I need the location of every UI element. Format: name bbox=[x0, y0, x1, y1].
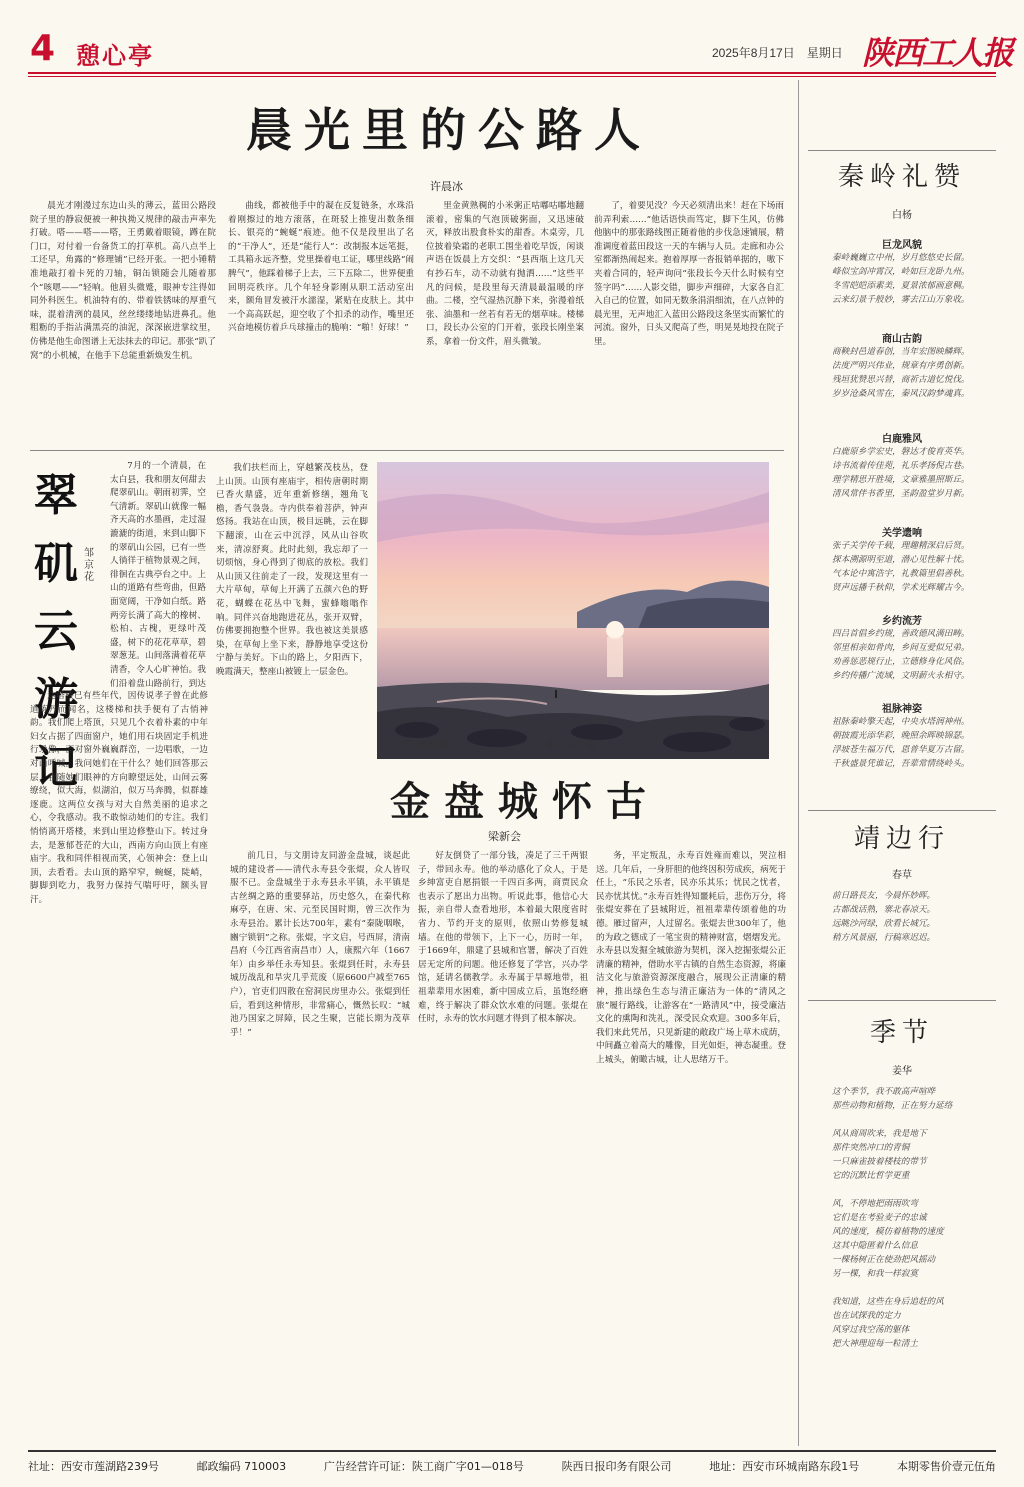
sidebar-rule bbox=[808, 810, 996, 811]
poem-line: 邻里相亲如骨肉，乡间互爱似兄弟。 bbox=[832, 643, 970, 653]
main-article-column-3 bbox=[426, 200, 584, 444]
poem-line: 风从商周吹来，我是地下 bbox=[832, 1129, 927, 1139]
header-rule bbox=[28, 72, 996, 74]
photo-title: 日出东海 bbox=[404, 740, 452, 751]
poem-line: 远眺沙河绿，欣看长城冗。 bbox=[832, 919, 936, 929]
main-article-column-1 bbox=[30, 200, 216, 444]
photo-credit: 翟芸言 摄 bbox=[546, 740, 596, 751]
paragraph: 这塔楼已有些年代，因传说孝子曾在此修道炼丹而闻名，这楼梯和扶手便有了古悄神韵。我们爬上塔顶，只见几个衣着朴素的中年妇女占据了四面窗户，她们用石块固定手机进行录像，面对窗外巍巍群峦，一边唱歌，一边对山呼喊。我问她们在干什么？她们回答那云层，我随她们眼神的方向瞭望远处，山间云雾缭绕，似大海，似湖泊，似万马奔腾，似群雄逐鹿。这两位女孩与对大自然美丽的追求之心，令我感动。我不敢惊动她们的专注。我们悄悄离开塔楼，来到山里边修整山下。转过身去，是葱郁苍茫的大山，西南方向山顶上有座庙宇。我和同伴相视而笑，心领神会：登上山顶，去看看。去山顶的路窄窄，蜿蜒，陡峭，脚脚到吃力，我努力保持气喘吁吁，额头冒汗。 bbox=[30, 691, 208, 905]
poem-line: 气本论中寓浩宇，礼教篇里倡善秋。 bbox=[832, 569, 970, 579]
footer-printer-address: 地址：西安市环城南路东段1号 bbox=[709, 1460, 860, 1473]
travel-article-author: 邹京花 bbox=[84, 548, 94, 583]
poem-line: 一棵杨树正在使劲把风摇动 bbox=[832, 1255, 936, 1265]
poem-line: 古都战话熟，寨北春凉天。 bbox=[832, 905, 936, 915]
poem-line: 这其中隐匿着什么信息 bbox=[832, 1241, 918, 1251]
paragraph: 我们扶栏而上，穿越繁茂枝丛，登上山顶。山顶有座庙宇，相传唐朝时期已香火鼎盛，近年重新修缮，翘角飞檐，香气袅袅。寺内供奉着菩萨，钟声悠扬。我站在山顶，极目远眺，云在脚下翻滚，山在云中沉浮，风从山谷吹来，清凉舒爽。此时此刻，我忘却了一切烦恼，身心得到了彻底的放松。我们从山顶又往前走了一段，发现这里有一大片草甸，草甸上开满了五颜六色的野花，蝴蝶在花丛中飞舞，蜜蜂嗡嗡作响。同伴兴奋地跑进花丛，张开双臂，仿佛要拥抱整个世界。我也被这美景感染，在草甸上坐下来，静静地享受这份宁静与美好。下山的路上，夕阳西下，晚霞满天，整座山被镀上一层金色。 bbox=[216, 463, 368, 677]
poem-line: 理学精思开胜境，文章雅墨照斯丘。 bbox=[832, 475, 970, 485]
poem-line: 那件突然冲口的青铜 bbox=[832, 1143, 910, 1153]
poem-line: 把大神理迎每一粒清土 bbox=[832, 1339, 918, 1349]
main-article-column-4 bbox=[594, 200, 784, 444]
stanza-heading: 祖脉神姿 bbox=[882, 704, 922, 715]
stanza-heading: 巨龙风貌 bbox=[882, 240, 922, 251]
poem-line: 贤声远播千秋仰，学术光辉耀古今。 bbox=[832, 583, 970, 593]
poem-line: 风的速度，模仿着植物的速度 bbox=[832, 1227, 944, 1237]
poem-author: 白杨 bbox=[892, 210, 912, 221]
poem-line: 朝披霞光添华彩，晚照余晖映锦瑟。 bbox=[832, 731, 970, 741]
poem-line: 白鹿原乡学宏史，磐达才俊育英华。 bbox=[832, 447, 970, 457]
history-article-column-1 bbox=[230, 850, 410, 1442]
paragraph: 7月的一个清晨，在太白县，我和朋友何甜去爬翠矶山。朝雨初霁，空气清新。翠矶山就像一幅齐天高的水墨画，走过湿漉漉的街道，来到山脚下的翠矶山公园，已有一些人徜徉于植物景观之间，徘徊在古典亭台之中。上山的道路有些弯曲，但路面宽阔，干净如白纸。路两旁长满了高大的橡树、松柏、古槐，更绿叶茂盛，树下的花花草草，碧翠葱茏。山间落满着花草清香，令人心旷神怡。我们沿着盘山路前行，到达 bbox=[110, 461, 206, 688]
poem-line: 也在试探我的定力 bbox=[832, 1311, 901, 1321]
paragraph: 里金黄熟稠的小米粥正咕嘟咕嘟地翻滚着，密集的气泡顶破粥面，又迅速破灭，释放出股食朴实的甜香。木桌旁，几位披着染霜的老职工围坐着吃早饭，闲谈声语在饭晨上方交织：“县西瓶上这几天有抄石车，动不动就有抛洒……”这些平凡的问候，是段里每天清晨最温暖的序曲。二楼，空气湿热沉静下来，弥漫着纸张、油墨和一丝若有若无的烟草味。楼梯口，段长办公室的门开着，张段长刚坐案系，拿着一份文件，眉头微皱。 bbox=[426, 201, 584, 347]
poem-line: 劝善惩恶规行止，立德修身化风俗。 bbox=[832, 657, 970, 667]
poem-line: 它们是在考验麦子的忠诚 bbox=[832, 1213, 927, 1223]
sidebar-divider bbox=[798, 80, 799, 1446]
title-char: 记 bbox=[34, 742, 78, 793]
poem-line: 这个季节，我不敢高声喧哗 bbox=[832, 1087, 936, 1097]
poem-author: 春草 bbox=[892, 870, 912, 881]
header-rule-thin bbox=[28, 76, 996, 77]
masthead-logo: 陕西工人报 bbox=[862, 34, 1013, 72]
stanza-heading: 关学遗响 bbox=[882, 528, 922, 539]
title-char: 矶 bbox=[34, 538, 78, 589]
dateline: 2025年8月17日 星期日 bbox=[712, 46, 843, 60]
footer-postcode: 邮政编码 710003 bbox=[196, 1460, 287, 1473]
main-article-author: 许晨冰 bbox=[430, 180, 463, 193]
poem-line: 诗书流着传佳苑，礼乐孝扬倪古巷。 bbox=[832, 461, 970, 471]
poem-line: 清风常伴书香里，圣韵盈堂岁月新。 bbox=[832, 489, 970, 499]
poem-line: 前日路長友，今晨怀妙晖。 bbox=[832, 891, 936, 901]
sidebar-rule bbox=[808, 1000, 996, 1001]
poem-line: 风，不停地把雨雨吹弯 bbox=[832, 1199, 918, 1209]
poem-line: 那些动物和植物，正在努力延络 bbox=[832, 1101, 953, 1111]
history-article-author: 梁新会 bbox=[488, 830, 521, 843]
stanza-heading: 乡约流芳 bbox=[882, 616, 922, 627]
divider bbox=[30, 450, 784, 451]
travel-article-column-1b bbox=[30, 690, 208, 1440]
paragraph: 前几日，与文朋诗友同游金盘城，谈起此城的建设者——清代永寿县令张焜，众人皆叹服不已。金盘城坐于永寿县永平镇，永平镇是古丝绸之路的重要驿站，历史悠久，在秦代称麻亭，在唐、宋、元至民国时期，曾三次作为永寿县治。累计长达700年，素有“秦陇咽喉，豳宁锁钥”之称。张焜，字文启，号西屏，清南昌府（今江西省南昌市）人，康熙六年（1667年）由乡举任永寿知县。张焜到任时，永寿县城历战乱和旱灾几乎荒废（原6600户减至765户），官吏们四散在窑洞民房里办公。张焜到任后，看到这种情形，非常痛心，慨然长叹：“城池乃国家之屏障，民之生聚，岂能长期为茂草乎！” bbox=[230, 851, 410, 1038]
paragraph: 曲线，都被他手中的凝在反复链条，水珠沿着刚擦过的地方滚落，在斑驳上推叟出数条细长、银亮的“蜿蜒”痕迹。他不仅是段里出了名的“干净人”，还是“能行人”：改制报本远笔挺，工具箱永远齐整，党里操着电工证，哪里线路“闹脾气”，他踩着梯子上去，三下五除二，世界便重回明亮秩序。几个年轻身影刚从职工活动室出来，额角冒发被汗水濡湿，紧贴在皮肤上。其中一个高高跃起，迎空收了个扣杀的动作，嘴里还兴奋地模仿着乒乓球撞击的脆响：“啪！好球！” bbox=[228, 201, 414, 334]
paragraph: 好友倒贷了一部分钱，凑足了三千两银子，带回永寿。他的举动感化了众人，于是乡绅富吏自愿捐银一千四百多两，商贾民众也表示了愿出力出物。听说此事，他信心大振，亲自带人查看地形，本着最大限度省时省力、节约开支的原则，依照山势修复城墙。在他的带领下，上下一心，历时一年，于1669年，鼎建了县城和官署，解决了百姓居无定所的问题。他还修复了学宫，兴办学馆，延请名儒教学。永寿属于旱塬地带，祖祖辈辈用水困难，新中国成立后，虽饱经磨难，终于解决了群众饮水难的问题。张焜在任时，永寿的饮水问题才得到了根本解决。 bbox=[418, 851, 588, 1025]
poem-line: 稍方风景丽，行稿寒迟迟。 bbox=[832, 933, 936, 943]
footer-rule bbox=[28, 1450, 996, 1452]
title-char: 游 bbox=[34, 674, 78, 725]
main-article-column-2 bbox=[228, 200, 414, 444]
poem-line: 乡约传播广流域，文明薪火永相守。 bbox=[832, 671, 970, 681]
sunrise-photo bbox=[377, 462, 769, 759]
title-char: 云 bbox=[34, 606, 78, 657]
paragraph: 务，平定叛乱，永寿百姓雍而难以，哭泣相送。几年后，一身肝胆的他终因积劳成疾，病死于任上，“乐民之乐者，民亦乐其乐；忧民之忧者，民亦忧其忧。”永寿百姓得知噩耗后，悲伤万分，将张焜安葬在了县城附近，祖祖辈辈传颂着他的功德。雁过留声，人过留名。张焜去世300年了，他的为政之德成了一笔宝贵的精神财富，熠熠发光。永寿县以发掘全城旅游为契机，深入挖掘张焜公正清廉的精神，借助水平古镇的自然生态资源，将廉洁文化与旅游资源深度融合，展现公正清廉的精神，推出绿色生态与清正廉洁为一体的“清风之旅”履行路线，让游客在“一路清风”中，接受廉洁文化的熏陶和洗礼，深受民众欢迎。300多年后，我们来此凭吊，只见新建的敞政广场上草木成荫，中间矗立着高大的雕像，目光如炬，神态凝重。登上城头，俯瞰古城，让人思绪万千。 bbox=[596, 851, 786, 1065]
poem-line: 秦岭巍巍立中州，岁月悠悠史长留。 bbox=[832, 253, 970, 263]
footer-printer: 陕西日报印务有限公司 bbox=[561, 1460, 672, 1473]
history-article-column-3 bbox=[596, 850, 786, 1442]
poem-line: 祖脉秦岭擎天起，中央水塔润神州。 bbox=[832, 717, 970, 727]
history-article-column-2 bbox=[418, 850, 588, 1442]
travel-article-column-1a bbox=[110, 460, 206, 688]
history-article-title: 金盘城怀古 bbox=[390, 778, 660, 825]
section-title: 憩心亭 bbox=[76, 42, 154, 70]
poem-line: 岁岁沧桑风雪在，秦风汉韵梦魂真。 bbox=[832, 389, 970, 399]
poem-line: 四吕首倡乡约规，善政德风满田畴。 bbox=[832, 629, 970, 639]
poem-line: 法度严明兴伟业，规章有序勇创新。 bbox=[832, 361, 970, 371]
footer-address: 社址：西安市莲湖路239号 bbox=[28, 1460, 159, 1473]
poem-line: 商鞅封邑道春创，当年宏图映鳞辉。 bbox=[832, 347, 970, 357]
poem-line: 它的沉默比哲学更重 bbox=[832, 1171, 910, 1181]
poem-line: 探本溯源明至道，潜心见性解十忧。 bbox=[832, 555, 970, 565]
poem-line: 另一棵，和我一样寂寞 bbox=[832, 1269, 918, 1279]
poem-line: 云来幻景千般妙，雾去江山万象收。 bbox=[832, 295, 970, 305]
poem-line: 残垣犹赞思兴替，商祈古道忆悦伐。 bbox=[832, 375, 970, 385]
poem-line: 浮坡苍生福万代，恩普华夏万古留。 bbox=[832, 745, 970, 755]
poem-line: 一只麻雀披着楼枝的带节 bbox=[832, 1157, 927, 1167]
poem-title-qinling: 秦岭礼赞 bbox=[837, 162, 966, 192]
paragraph: 晨光才刚漫过东边山头的薄云，蓝田公路段院子里的静寂便被一种执拗又规律的敲击声率先打破。嗒——嗒——嗒，王勇戴着眼镜，蹲在院门口，对付着一台备货工的打草机。高八点半上工还早，角露的“修理铺”已经开张。一把小锤精准地敲打着卡死的刀轴，铜缶锁随会儿随着那个“咳嗯——”轻响。他眉头微蹙，眼神专注得如同外科医生。机油特有的、带着铁锈味的厚重气味，混着清洌的晨风，丝丝缕缕地钻进鼻孔。他粗粝的手指沾满黑亮的油泥，深深嵌进掌纹里，仿佛是他生命图谱上无法抹去的印记。那张“趴了窝”的小机械，在他手下总能重新焕发生机。 bbox=[30, 201, 216, 361]
main-article-title: 晨光里的公路人 bbox=[246, 103, 652, 157]
paragraph: 了，着要见没？今天必须清出来！赶在下场雨前弄利索……“他话语快而笃定，脚下生风，仿佛他脑中的那张路线图正随着他的步伐急速铺展，精准调度着蓝田段这一天的车辆与人员。走廊和办公室都渐热闹起来。抱着厚厚一沓报销单据的，嗷下夹着合同的，轻声询问“张段长今天什么时候有空签字吗”……人影交错，脚步声细碎，大家各自汇入自己的位置，如同无数条涓涓细流，在八点钟的晨光里，无声地汇入蓝田公路段这条坚实而繁忙的河流。窗外，日头又爬高了些，明晃晃地投在院子里。 bbox=[594, 201, 784, 347]
poem-author: 姜华 bbox=[892, 1066, 912, 1077]
poem-line: 我知道，这些在身后追赶的风 bbox=[832, 1297, 944, 1307]
sunrise-sea-image bbox=[377, 462, 769, 759]
title-char: 翠 bbox=[34, 470, 78, 521]
travel-article-column-2 bbox=[216, 462, 368, 764]
poem-line: 千秋盛景凭谁记，吾辈常情绕岭头。 bbox=[832, 759, 970, 769]
stanza-heading: 商山古韵 bbox=[882, 334, 922, 345]
page-number: 4 bbox=[30, 28, 56, 69]
stanza-heading: 白鹿雅风 bbox=[882, 434, 922, 445]
poem-line: 张子关学传千载，理趣精深启后贤。 bbox=[832, 541, 970, 551]
footer bbox=[28, 1458, 996, 1474]
footer-price: 本期零售价壹元伍角 bbox=[896, 1460, 996, 1473]
poem-title-jingbian: 靖边行 bbox=[853, 824, 950, 854]
poem-line: 峰似宝剑冲霄汉，岭如巨龙卧九州。 bbox=[832, 267, 970, 277]
poem-line: 冬雪皑皑添素美，夏景浓郁画意稠。 bbox=[832, 281, 970, 291]
poem-title-jijie: 季节 bbox=[869, 1018, 934, 1048]
sidebar-rule bbox=[808, 150, 996, 151]
poem-line: 风穿过我空荡的躯体 bbox=[832, 1325, 910, 1335]
footer-ad-license: 广告经营许可证：陕工商广字01—018号 bbox=[323, 1460, 524, 1473]
